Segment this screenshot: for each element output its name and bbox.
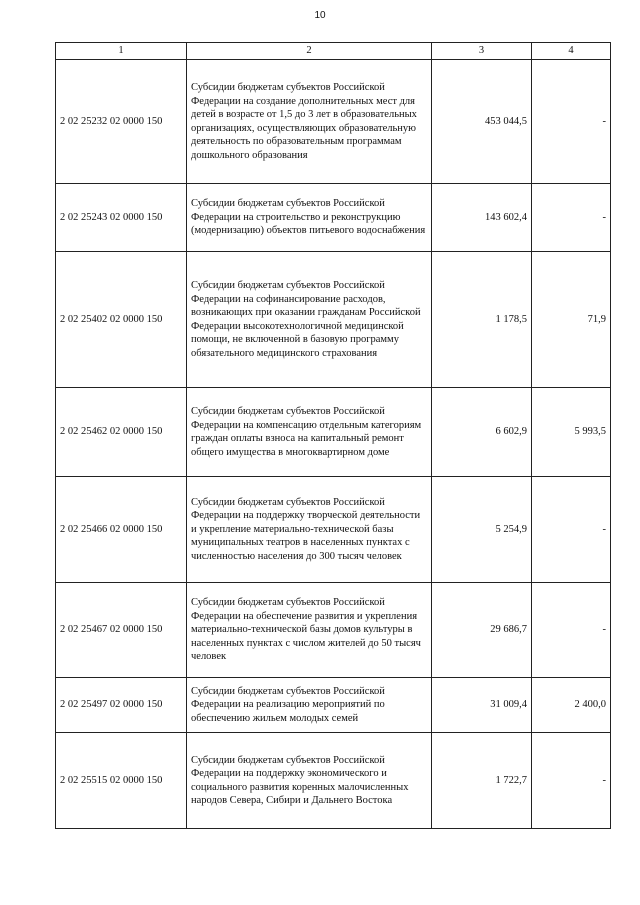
budget-code: 2 02 25466 02 0000 150 — [56, 477, 187, 583]
amount-col4: - — [532, 733, 611, 829]
table-body — [56, 60, 611, 829]
amount-col3: 31 009,4 — [432, 678, 532, 733]
table-header — [56, 43, 611, 60]
budget-code: 2 02 25402 02 0000 150 — [56, 252, 187, 388]
amount-col4: - — [532, 184, 611, 252]
amount-col3: 29 686,7 — [432, 583, 532, 678]
table-row — [56, 678, 611, 733]
amount-col4: - — [532, 60, 611, 184]
description: Субсидии бюджетам субъектов Российской Федерации на реализацию мероприятий по обеспечению жильем молодых семей — [187, 678, 432, 733]
budget-code: 2 02 25462 02 0000 150 — [56, 388, 187, 477]
amount-col3: 453 044,5 — [432, 60, 532, 184]
table-row — [56, 583, 611, 678]
amount-col4: - — [532, 583, 611, 678]
amount-col4: 5 993,5 — [532, 388, 611, 477]
description: Субсидии бюджетам субъектов Российской Федерации на поддержку творческой деятельности и укрепление материально-технической базы муниципальных театров в населенных пунктах с численностью населения до 300 тысяч человек — [187, 477, 432, 583]
description: Субсидии бюджетам субъектов Российской Федерации на строительство и реконструкцию (модернизацию) объектов питьевого водоснабжения — [187, 184, 432, 252]
description: Субсидии бюджетам субъектов Российской Федерации на создание дополнительных мест для детей в возрасте от 1,5 до 3 лет в образовательных организациях, осуществляющих образовательную деятельность по образовательным программам дошкольного образования — [187, 60, 432, 184]
header-row — [56, 43, 611, 60]
table-row — [56, 184, 611, 252]
table-row — [56, 252, 611, 388]
column-header: 1 — [56, 43, 187, 60]
description: Субсидии бюджетам субъектов Российской Федерации на софинансирование расходов, возникающих при оказании гражданам Российской Федерации высокотехнологичной медицинской помощи, не включенной в базовую программу обязательного медицинского страхования — [187, 252, 432, 388]
amount-col3: 1 178,5 — [432, 252, 532, 388]
column-header: 2 — [187, 43, 432, 60]
table-row — [56, 388, 611, 477]
budget-code: 2 02 25497 02 0000 150 — [56, 678, 187, 733]
budget-code: 2 02 25232 02 0000 150 — [56, 60, 187, 184]
amount-col4: - — [532, 477, 611, 583]
table-row — [56, 477, 611, 583]
column-header: 3 — [432, 43, 532, 60]
amount-col3: 6 602,9 — [432, 388, 532, 477]
amount-col4: 71,9 — [532, 252, 611, 388]
budget-code: 2 02 25243 02 0000 150 — [56, 184, 187, 252]
table-row — [56, 60, 611, 184]
description: Субсидии бюджетам субъектов Российской Федерации на поддержку экономического и социального развития коренных малочисленных народов Севера, Сибири и Дальнего Востока — [187, 733, 432, 829]
amount-col3: 5 254,9 — [432, 477, 532, 583]
description: Субсидии бюджетам субъектов Российской Федерации на обеспечение развития и укрепления материально-технической базы домов культуры в населенных пунктах с числом жителей до 50 тысяч человек — [187, 583, 432, 678]
table-row — [56, 733, 611, 829]
budget-code: 2 02 25467 02 0000 150 — [56, 583, 187, 678]
amount-col4: 2 400,0 — [532, 678, 611, 733]
amount-col3: 143 602,4 — [432, 184, 532, 252]
column-header: 4 — [532, 43, 611, 60]
description: Субсидии бюджетам субъектов Российской Федерации на компенсацию отдельным категориям граждан оплаты взноса на капитальный ремонт общего имущества в многоквартирном доме — [187, 388, 432, 477]
budget-table — [55, 42, 611, 829]
budget-code: 2 02 25515 02 0000 150 — [56, 733, 187, 829]
amount-col3: 1 722,7 — [432, 733, 532, 829]
page-number: 10 — [314, 10, 326, 21]
